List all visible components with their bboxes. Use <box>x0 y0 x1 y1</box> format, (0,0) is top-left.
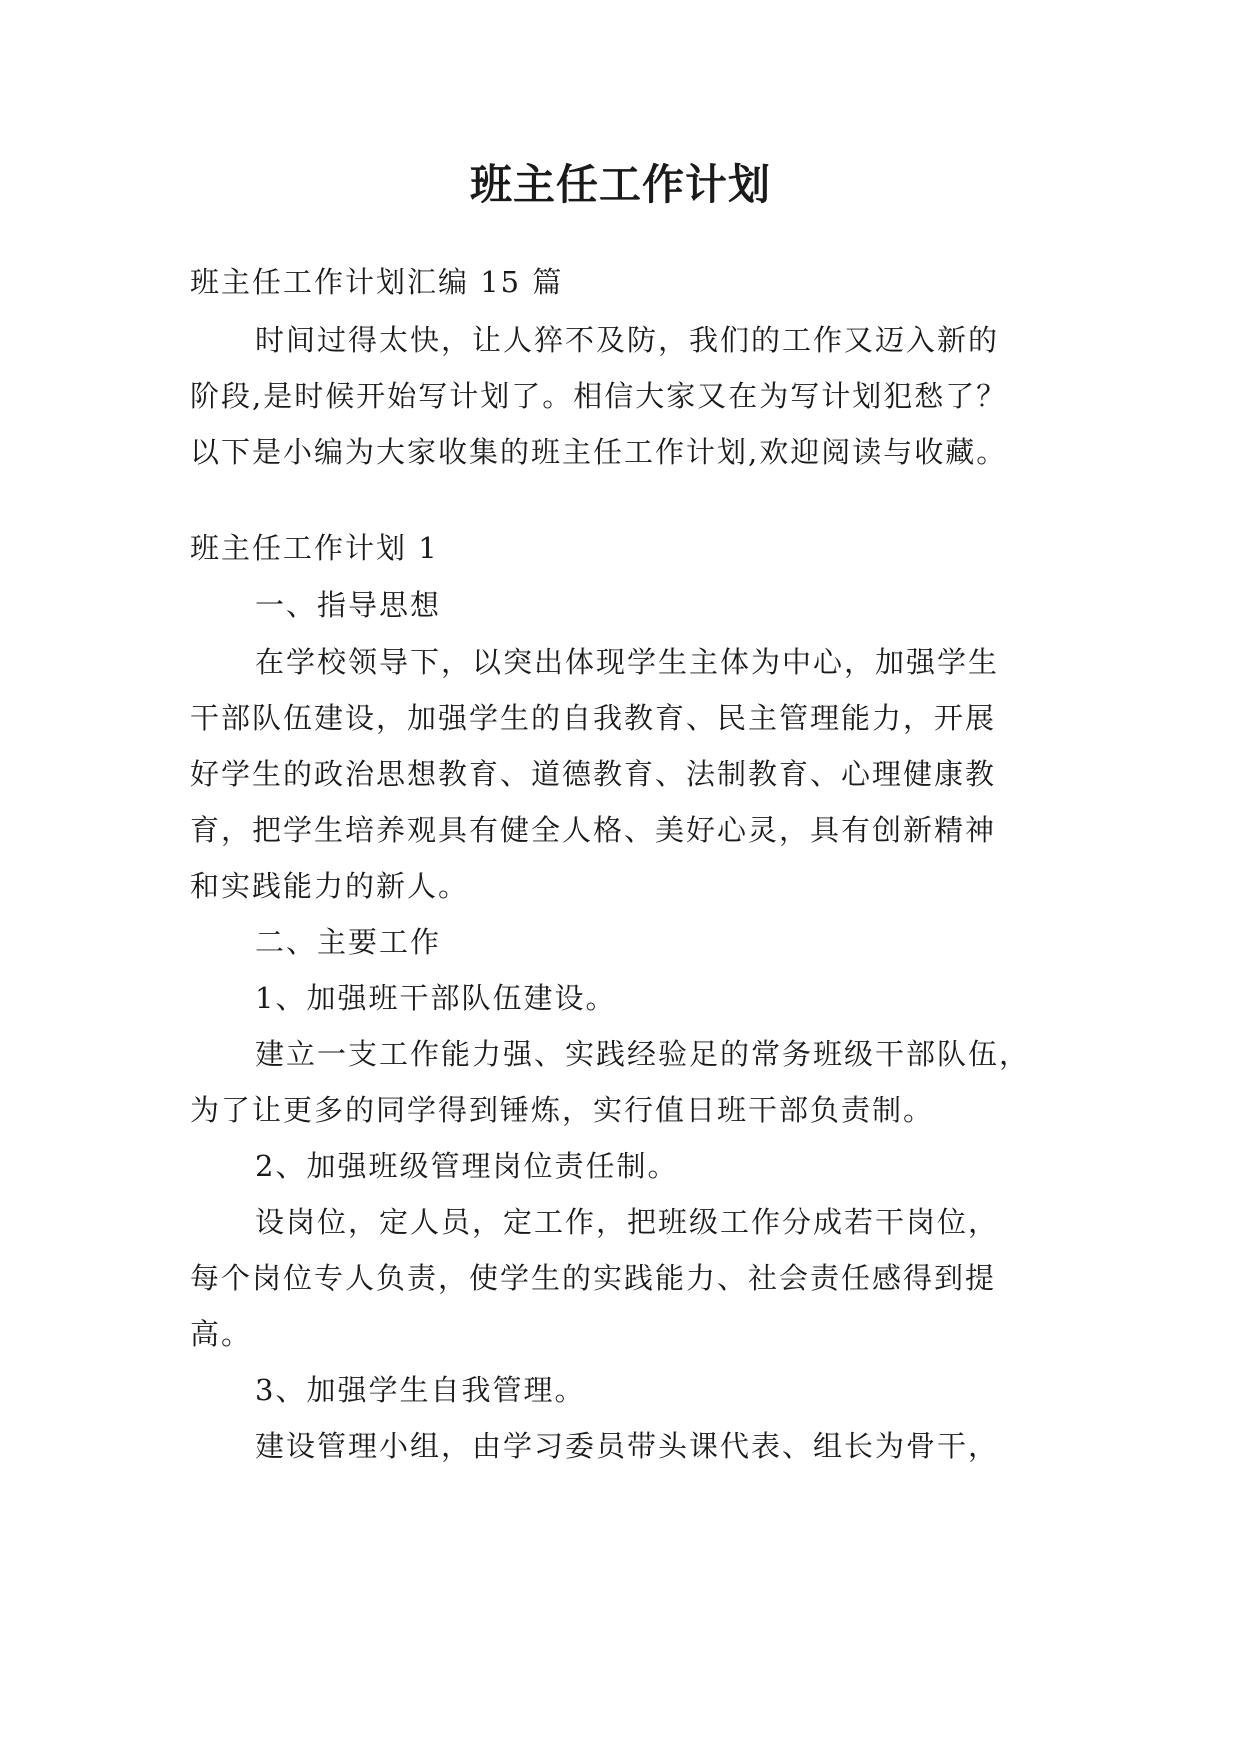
subheading-guiding-idea: 一、指导思想 <box>255 588 442 622</box>
paragraph-line: 建设管理小组，由学习委员带头课代表、组长为骨干， <box>255 1429 1000 1463</box>
paragraph-line: 干部队伍建设，加强学生的自我教育、民主管理能力，开展 <box>190 701 997 735</box>
document-title: 班主任工作计划 <box>469 160 771 209</box>
item-heading-2: 2、加强班级管理岗位责任制。 <box>255 1149 679 1183</box>
paragraph-line: 育，把学生培养观具有健全人格、美好心灵，具有创新精神 <box>190 813 997 847</box>
paragraph-line: 为了让更多的同学得到锤炼，实行值日班干部负责制。 <box>190 1093 935 1127</box>
item-heading-1: 1、加强班干部队伍建设。 <box>255 981 617 1015</box>
paragraph-line: 在学校领导下，以突出体现学生主体为中心，加强学生 <box>255 645 1000 679</box>
paragraph-line: 高。 <box>190 1317 253 1351</box>
subheading-main-work: 二、主要工作 <box>255 925 442 959</box>
intro-line-3: 以下是小编为大家收集的班主任工作计划,欢迎阅读与收藏。 <box>190 435 1008 469</box>
paragraph-line: 和实践能力的新人。 <box>190 869 470 903</box>
intro-line-2: 阶段,是时候开始写计划了。相信大家又在为写计划犯愁了？ <box>190 379 1008 413</box>
paragraph-line: 设岗位，定人员，定工作，把班级工作分成若干岗位， <box>255 1205 1000 1239</box>
paragraph-line: 建立一支工作能力强、实践经验足的常务班级干部队伍， <box>255 1037 1031 1071</box>
paragraph-line: 好学生的政治思想教育、道德教育、法制教育、心理健康教 <box>190 757 997 791</box>
section-heading: 班主任工作计划 1 <box>190 531 439 565</box>
intro-line-1: 时间过得太快，让人猝不及防，我们的工作又迈入新的 <box>255 323 1000 357</box>
collection-heading: 班主任工作计划汇编 15 篇 <box>190 265 564 299</box>
paragraph-line: 每个岗位专人负责，使学生的实践能力、社会责任感得到提 <box>190 1261 997 1295</box>
item-heading-3: 3、加强学生自我管理。 <box>255 1373 586 1407</box>
